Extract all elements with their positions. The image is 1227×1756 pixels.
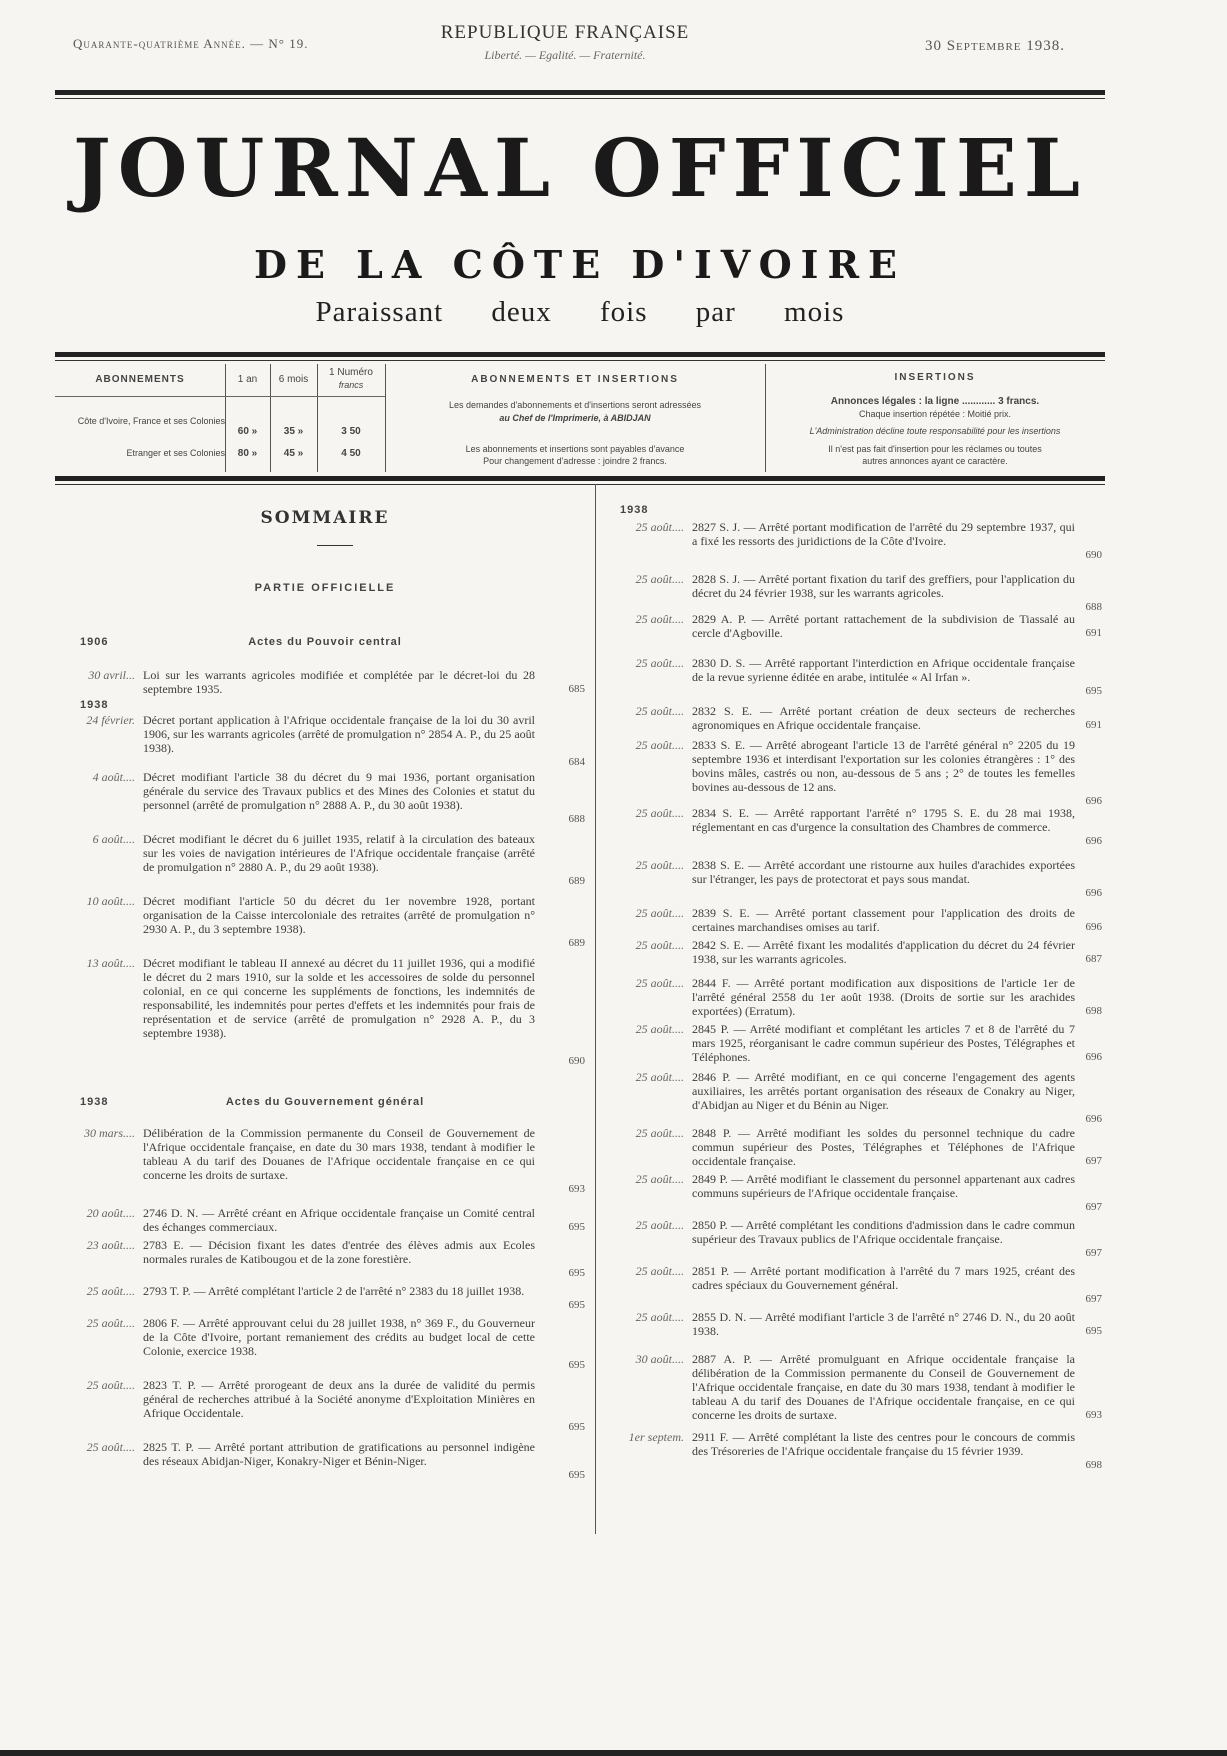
entry-page-number: 691: [1085, 719, 1102, 731]
entry-text: Délibération de la Commission permanente du Conseil de Gouvernement de l'Afrique occidentale française, en date du 30 mars 1938, tendant à modifier le tableau A du tarif des Douanes de l'Afrique occidentale française en ce qui concerne les droits de surtaxe.: [143, 1126, 535, 1182]
summary-entry: [55, 1284, 589, 1312]
right-column: [596, 0, 1105, 1756]
summary-entry: [604, 1352, 1106, 1422]
entry-date: 25 août....: [635, 704, 684, 718]
entry-text: 2833 S. E. — Arrêté abrogeant l'article 13 de l'arrêté général n° 2205 du 19 septembre 1936 et interdisant l'exportation sur les colonies étrangères : 1° des bovins mâles, castrés ou non, au-dessous de 5 ans ; 2° de toutes les femelles bovines au-dessous de 12 ans.: [692, 738, 1075, 794]
entry-text: 2855 D. N. — Arrêté modifiant l'article 3 de l'arrêté n° 2746 D. N., du 20 août 1938.: [692, 1310, 1075, 1338]
entry-page-number: 698: [1085, 1459, 1102, 1471]
summary-entry: [604, 976, 1106, 1018]
summary-entry: [604, 612, 1106, 640]
summary-entry: [604, 806, 1106, 848]
summary-entry: [604, 938, 1106, 966]
summary-entry: [55, 770, 589, 826]
entry-date: 25 août....: [635, 1070, 684, 1084]
summary-entry: [55, 1126, 589, 1196]
summary-entry: [604, 1172, 1106, 1214]
entry-date: 23 août....: [86, 1238, 135, 1252]
summary-entry: [55, 956, 589, 1068]
entry-page-number: 695: [1085, 685, 1102, 697]
entry-page-number: 690: [568, 1055, 585, 1067]
subs-mid-line2: au Chef de l'Imprimerie, à ABIDJAN: [499, 413, 651, 423]
entry-text: Décret modifiant le tableau II annexé au décret du 11 juillet 1936, qui a modifié le décret du 2 mars 1910, sur la solde et les accessoires de solde du personnel colonial, en ce qui concerne les suppléments de fonctions, les indemnités de responsabilité, les indemnités pour pertes d'effets et les indemnités pour frais de représentation et de service (arrêté de promulgation n° 2928 A. P., du 3 septembre 1938).: [143, 956, 535, 1040]
entry-date: 25 août....: [635, 520, 684, 534]
entry-text: Décret modifiant le décret du 6 juillet 1935, relatif à la circulation des bateaux sur les voies de navigation intérieures de l'Afrique occidentale française (arrêté de promulgation n° 2880 A. P., du 29 août 1938).: [143, 832, 535, 874]
entry-date: 25 août....: [635, 806, 684, 820]
motto: Liberté. — Egalité. — Fraternité.: [484, 48, 646, 62]
entry-page-number: 695: [568, 1421, 585, 1433]
summary-entry: [55, 1378, 589, 1434]
entry-text: 2849 P. — Arrêté modifiant le classement du personnel appartenant aux cadres communs supérieurs de l'Afrique occidentale française.: [692, 1172, 1075, 1200]
entry-page-number: 688: [1085, 601, 1102, 613]
summary-entry: [604, 656, 1106, 698]
entry-date: 25 août....: [635, 1310, 684, 1324]
entry-date: 25 août....: [86, 1284, 135, 1298]
entry-page-number: 691: [1085, 627, 1102, 639]
entry-page-number: 687: [1085, 953, 1102, 965]
entry-text: 2823 T. P. — Arrêté prorogeant de deux ans la durée de validité du permis général de recherches attribué à la Société anonyme d'Exploitation Minières en Afrique Occidentale.: [143, 1378, 535, 1420]
entry-date: 25 août....: [635, 572, 684, 586]
entry-text: 2829 A. P. — Arrêté portant rattachement de la subdivision de Tiassalé au cercle d'Agboville.: [692, 612, 1075, 640]
subs-row1-label: Côte d'Ivoire, France et ses Colonies: [77, 416, 225, 426]
year-1906: 1906: [80, 636, 109, 648]
summary-entry: [604, 520, 1106, 562]
summary-entry: [604, 1218, 1106, 1260]
summary-entry: [604, 1430, 1106, 1472]
summary-entry: [55, 1206, 589, 1234]
entry-text: 2844 F. — Arrêté portant modification aux dispositions de l'article 1er de l'arrêté général 2558 du 1er août 1938. (Droits de sortie sur les arachides exportées) (Erratum).: [692, 976, 1075, 1018]
entry-text: 2783 E. — Décision fixant les dates d'entrée des élèves admis aux Ecoles normales rurales de Katibougou et de la zone forestière.: [143, 1238, 535, 1266]
issue-number: Quarante-quatrième Année. — N° 19.: [73, 36, 309, 51]
summary-entry: [604, 1126, 1106, 1168]
entry-date: 25 août....: [635, 1264, 684, 1278]
journal-page: [55, 0, 1105, 1756]
entry-text: 2834 S. E. — Arrêté rapportant l'arrêté n° 1795 S. E. du 28 mai 1938, réglementant en cas d'urgence la consultation des Chambres de commerce.: [692, 806, 1075, 834]
subs-mid-line3: Les abonnements et insertions sont payables d'avance: [465, 444, 685, 454]
subs-ins-line3: L'Administration décline toute responsabilité pour les insertions: [809, 426, 1061, 436]
partie-officielle: PARTIE OFFICIELLE: [254, 582, 396, 594]
subs-header-abonnements: ABONNEMENTS: [95, 374, 185, 385]
entry-text: 2793 T. P. — Arrêté complétant l'article 2 de l'arrêté n° 2383 du 18 juillet 1938.: [143, 1284, 525, 1298]
summary-entry: [604, 1310, 1106, 1338]
entry-page-number: 696: [1085, 795, 1102, 807]
entry-page-number: 697: [1085, 1201, 1102, 1213]
entry-date: 25 août....: [635, 1022, 684, 1036]
summary-entry: [55, 832, 589, 888]
subs-header-abo-ins: ABONNEMENTS ET INSERTIONS: [471, 374, 679, 385]
entry-date: 30 mars....: [83, 1126, 135, 1140]
subs-ins-line4: Il n'est pas fait d'insertion pour les réclames ou toutes: [828, 444, 1042, 454]
entry-date: 25 août....: [635, 906, 684, 920]
subs-row2-1an: 80 »: [237, 448, 258, 459]
entry-text: Loi sur les warrants agricoles modifiée et complétée par le décret-loi du 28 septembre 1935.: [143, 668, 535, 696]
entry-page-number: 685: [568, 683, 585, 695]
entry-date: 4 août....: [92, 770, 135, 784]
entry-page-number: 695: [568, 1267, 585, 1279]
entry-page-number: 696: [1085, 1113, 1102, 1125]
entry-date: 25 août....: [86, 1378, 135, 1392]
entry-date: 25 août....: [635, 976, 684, 990]
subs-mid-line1: Les demandes d'abonnements et d'insertions seront adressées: [448, 400, 702, 410]
entry-date: 25 août....: [635, 858, 684, 872]
entry-date: 25 août....: [86, 1316, 135, 1330]
summary-entry: [604, 738, 1106, 808]
entry-date: 25 août....: [635, 1126, 684, 1140]
entry-page-number: 688: [568, 813, 585, 825]
subs-header-1an: 1 an: [237, 374, 258, 385]
summary-entry: [55, 1440, 589, 1482]
entry-page-number: 689: [568, 875, 585, 887]
subs-mid-line4: Pour changement d'adresse : joindre 2 francs.: [483, 456, 667, 466]
year-1938-a: 1938: [80, 699, 109, 711]
entry-date: 13 août....: [86, 956, 135, 970]
entry-text: 2838 S. E. — Arrêté accordant une ristourne aux huiles d'arachides exportées sur l'étranger, les pays de protectorat et pays sous mandat.: [692, 858, 1075, 886]
entry-date: 25 août....: [635, 738, 684, 752]
subs-header-6mois: 6 mois: [278, 374, 309, 385]
entry-page-number: 695: [568, 1359, 585, 1371]
entry-date: 30 août....: [635, 1352, 684, 1366]
entry-page-number: 695: [568, 1299, 585, 1311]
subs-row1-numero: 3 50: [341, 426, 361, 437]
entry-page-number: 698: [1085, 1005, 1102, 1017]
subs-row1-1an: 60 »: [237, 426, 258, 437]
entry-date: 10 août....: [86, 894, 135, 908]
entry-date: 1er septem.: [628, 1430, 684, 1444]
subs-row2-6mois: 45 »: [283, 448, 304, 459]
subs-header-francs: francs: [338, 380, 364, 390]
subs-header-numero: 1 Numéro: [329, 367, 373, 378]
entry-page-number: 695: [1085, 1325, 1102, 1337]
masthead-subtitle: DE LA CÔTE D'IVOIRE: [254, 242, 906, 287]
entry-text: 2846 P. — Arrêté modifiant, en ce qui concerne l'engagement des agents auxiliaires, les arrêtés portant organisation des réseaux de Conakry au Niger, d'Abidjan au Niger et du Bénin au Niger.: [692, 1070, 1075, 1112]
summary-entry: [604, 1022, 1106, 1064]
entry-text: 2806 F. — Arrêté approuvant celui du 28 juillet 1938, n° 369 F., du Gouverneur de la Côte d'Ivoire, portant remaniement des crédits au budget local de cette Colonie, exercice 1938.: [143, 1316, 535, 1358]
issue-date: 30 Septembre 1938.: [924, 38, 1065, 54]
entry-date: 6 août....: [92, 832, 135, 846]
entry-page-number: 690: [1085, 549, 1102, 561]
entry-date: 25 août....: [635, 656, 684, 670]
summary-entry: [55, 1238, 589, 1280]
entry-text: 2911 F. — Arrêté complétant la liste des centres pour le concours de commis des Trésoreries de l'Afrique occidentale française du 15 février 1939.: [692, 1430, 1075, 1458]
subs-ins-line1: Annonces légales : la ligne ............ 3 francs.: [830, 396, 1040, 407]
entry-text: 2842 S. E. — Arrêté fixant les modalités d'application du décret du 24 février 1938, sur les warrants agricoles.: [692, 938, 1075, 966]
subs-row2-numero: 4 50: [341, 448, 361, 459]
subs-ins-line2: Chaque insertion répétée : Moitié prix.: [858, 409, 1012, 419]
entry-page-number: 695: [568, 1469, 585, 1481]
left-column: [55, 0, 595, 1756]
summary-entry: [604, 1264, 1106, 1306]
entry-page-number: 696: [1085, 887, 1102, 899]
entry-text: 2839 S. E. — Arrêté portant classement pour l'application des droits de certaines marchandises omises au tarif.: [692, 906, 1075, 934]
entry-text: Décret modifiant l'article 50 du décret du 1er novembre 1928, portant organisation de la Caisse intercoloniale des retraites (arrêté de promulgation n° 2930 A. P., du 3 septembre 1938).: [143, 894, 535, 936]
summary-entry: [604, 858, 1106, 900]
entry-text: Décret portant application à l'Afrique occidentale française de la loi du 30 avril 1906, sur les warrants agricoles (arrêté de promulgation n° 2854 A. P., du 25 août 1938).: [143, 713, 535, 755]
entry-page-number: 695: [568, 1221, 585, 1233]
entry-text: 2832 S. E. — Arrêté portant création de deux secteurs de recherches agronomiques en Afrique occidentale française.: [692, 704, 1075, 732]
subs-row2-label: Etranger et ses Colonies: [126, 448, 225, 458]
entry-text: Décret modifiant l'article 38 du décret du 9 mai 1936, portant organisation générale du service des Travaux publics et des Mines des Colonies et statut du personnel (arrêté de promulgation n° 2888 A. P., du 30 août 1938).: [143, 770, 535, 812]
page-bottom-edge: [0, 1750, 1227, 1756]
entry-page-number: 697: [1085, 1293, 1102, 1305]
summary-entry: [55, 713, 589, 769]
entry-text: 2845 P. — Arrêté modifiant et complétant les articles 7 et 8 de l'arrêté du 7 mars 1925, réorganisant le cadre commun supérieur des Postes, Télégraphes et Téléphones.: [692, 1022, 1075, 1064]
summary-entry: [604, 704, 1106, 732]
entry-date: 24 février.: [86, 713, 135, 727]
year-1938-right: 1938: [620, 504, 649, 516]
actes-pouvoir-central: Actes du Pouvoir central: [248, 636, 402, 648]
entry-text: 2887 A. P. — Arrêté promulguant en Afrique occidentale française la délibération de la Commission permanente du Conseil de Gouvernement de l'Afrique occidentale française, en date du 30 mars 1938, tendant à modifier le tableau A du tarif des Douanes de l'Afrique occidentale française, en ce qui concerne les droits de surtaxe.: [692, 1352, 1075, 1422]
entry-page-number: 697: [1085, 1155, 1102, 1167]
summary-entry: [604, 906, 1106, 934]
entry-date: 25 août....: [86, 1440, 135, 1454]
summary-entry: [604, 1070, 1106, 1126]
summary-entry: [55, 668, 589, 696]
republic-label: REPUBLIQUE FRANÇAISE: [440, 22, 690, 43]
entry-page-number: 696: [1085, 1051, 1102, 1063]
entry-text: 2848 P. — Arrêté modifiant les soldes du personnel technique du cadre commun supérieur des Postes, Télégraphes et Téléphones de l'Afrique occidentale française.: [692, 1126, 1075, 1168]
entry-page-number: 684: [568, 756, 585, 768]
entry-text: 2830 D. S. — Arrêté rapportant l'interdiction en Afrique occidentale française de la revue syrienne éditée en arabe, intitulée « Al Irfan ».: [692, 656, 1075, 684]
entry-text: 2850 P. — Arrêté complétant les conditions d'admission dans le cadre commun supérieur des Travaux publics de l'Afrique occidentale française.: [692, 1218, 1075, 1246]
entry-page-number: 696: [1085, 921, 1102, 933]
subs-ins-line5: autres annonces ayant ce caractère.: [862, 456, 1008, 466]
entry-text: 2828 S. J. — Arrêté portant fixation du tarif des greffiers, pour l'application du décret du 24 février 1938, sur les warrants agricoles.: [692, 572, 1075, 600]
entry-date: 25 août....: [635, 612, 684, 626]
entry-text: 2746 D. N. — Arrêté créant en Afrique occidentale française un Comité central des échanges commerciaux.: [143, 1206, 535, 1234]
subs-row1-6mois: 35 »: [283, 426, 304, 437]
masthead-title: JOURNAL OFFICIEL: [72, 121, 1088, 215]
summary-entry: [55, 1316, 589, 1372]
entry-page-number: 689: [568, 937, 585, 949]
entry-date: 25 août....: [635, 1218, 684, 1232]
entry-date: 25 août....: [635, 1172, 684, 1186]
entry-date: 30 avril...: [88, 668, 135, 682]
entry-page-number: 693: [568, 1183, 585, 1195]
entry-page-number: 696: [1085, 835, 1102, 847]
actes-gouvernement-general: Actes du Gouvernement général: [225, 1096, 425, 1108]
entry-page-number: 693: [1085, 1409, 1102, 1421]
entry-text: 2851 P. — Arrêté portant modification à l'arrêté du 7 mars 1925, créant des cadres spéciaux du Gouvernement général.: [692, 1264, 1075, 1292]
entry-text: 2827 S. J. — Arrêté portant modification de l'arrêté du 29 septembre 1937, qui a fixé les ressorts des juridictions de la Côte d'Ivoire.: [692, 520, 1075, 548]
masthead-frequency: Paraissant deux fois par mois: [315, 296, 845, 328]
summary-entry: [55, 894, 589, 950]
entry-text: 2825 T. P. — Arrêté portant attribution de gratifications au personnel indigène des réseaux Abidjan-Niger, Konakry-Niger et Bénin-Niger.: [143, 1440, 535, 1468]
subs-header-insertions: INSERTIONS: [894, 372, 976, 383]
summary-entry: [604, 572, 1106, 614]
year-1938-b: 1938: [80, 1096, 109, 1108]
sommaire-title: SOMMAIRE: [260, 508, 390, 528]
entry-page-number: 697: [1085, 1247, 1102, 1259]
entry-date: 20 août....: [86, 1206, 135, 1220]
entry-date: 25 août....: [635, 938, 684, 952]
